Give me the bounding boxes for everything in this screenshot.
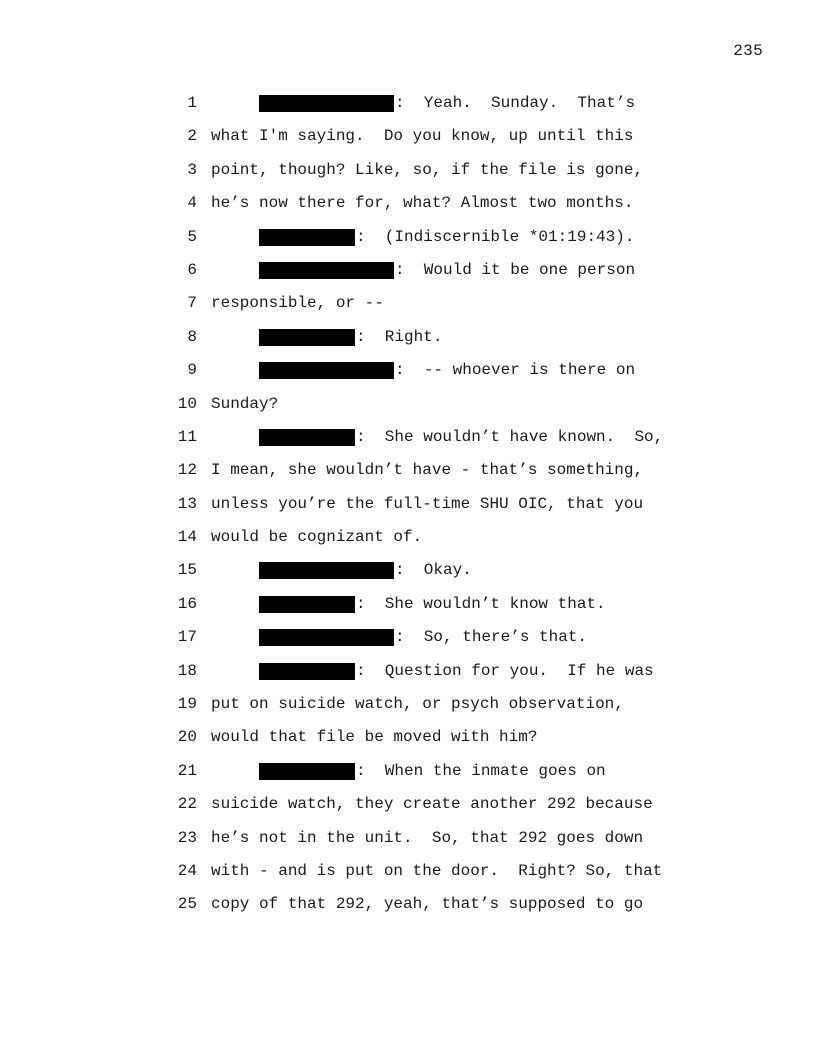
transcript-line bbox=[0, 855, 816, 888]
transcript-line bbox=[0, 354, 816, 387]
redacted-speaker-name bbox=[259, 95, 394, 112]
line-text: : She wouldn’t know that. bbox=[356, 594, 606, 613]
line-text: : Okay. bbox=[395, 561, 472, 580]
line-text: copy of that 292, yeah, that’s supposed to go bbox=[211, 895, 644, 914]
line-number: 24 bbox=[177, 861, 197, 880]
redacted-speaker-name bbox=[259, 562, 394, 579]
redacted-speaker-name bbox=[259, 663, 355, 680]
line-number: 9 bbox=[187, 361, 197, 380]
transcript-line bbox=[0, 454, 816, 487]
transcript-line bbox=[0, 521, 816, 554]
line-text: what I'm saying. Do you know, up until this bbox=[211, 127, 634, 146]
transcript-line bbox=[0, 721, 816, 754]
line-number: 10 bbox=[177, 394, 197, 413]
line-number: 19 bbox=[177, 695, 197, 714]
line-text: : -- whoever is there on bbox=[395, 361, 636, 380]
line-number: 13 bbox=[177, 494, 197, 513]
line-text: : She wouldn’t have known. So, bbox=[356, 427, 664, 446]
line-number: 20 bbox=[177, 728, 197, 747]
transcript-line bbox=[0, 554, 816, 587]
line-number: 7 bbox=[187, 294, 197, 313]
transcript-line bbox=[0, 888, 816, 921]
line-number: 25 bbox=[177, 895, 197, 914]
transcript-line bbox=[0, 87, 816, 120]
transcript-line bbox=[0, 388, 816, 421]
line-text: : Question for you. If he was bbox=[356, 661, 654, 680]
line-text: with - and is put on the door. Right? So, that bbox=[211, 861, 663, 880]
line-number: 18 bbox=[177, 661, 197, 680]
transcript-line bbox=[0, 588, 816, 621]
line-text: would that file be moved with him? bbox=[211, 728, 538, 747]
redacted-speaker-name bbox=[259, 329, 355, 346]
line-number: 2 bbox=[187, 127, 197, 146]
transcript-line bbox=[0, 655, 816, 688]
line-text: unless you’re the full-time SHU OIC, that you bbox=[211, 494, 644, 513]
transcript-line bbox=[0, 788, 816, 821]
redacted-speaker-name bbox=[259, 763, 355, 780]
line-text: he’s now there for, what? Almost two months. bbox=[211, 194, 634, 213]
line-text: put on suicide watch, or psych observation, bbox=[211, 695, 624, 714]
redacted-speaker-name bbox=[259, 429, 355, 446]
redacted-speaker-name bbox=[259, 596, 355, 613]
redacted-speaker-name bbox=[259, 362, 394, 379]
transcript-line bbox=[0, 755, 816, 788]
line-text: : Right. bbox=[356, 327, 443, 346]
line-number: 11 bbox=[177, 427, 197, 446]
line-text: responsible, or -- bbox=[211, 294, 384, 313]
line-text: : So, there’s that. bbox=[395, 628, 588, 647]
line-number: 5 bbox=[187, 227, 197, 246]
transcript-line bbox=[0, 254, 816, 287]
transcript-line bbox=[0, 120, 816, 153]
line-text: : When the inmate goes on bbox=[356, 761, 606, 780]
line-number: 23 bbox=[177, 828, 197, 847]
line-number: 3 bbox=[187, 160, 197, 179]
transcript-line bbox=[0, 822, 816, 855]
transcript-line bbox=[0, 187, 816, 220]
line-number: 15 bbox=[177, 561, 197, 580]
transcript-line bbox=[0, 287, 816, 320]
line-number: 14 bbox=[177, 528, 197, 547]
transcript-line bbox=[0, 154, 816, 187]
redacted-speaker-name bbox=[259, 229, 355, 246]
line-text: : Yeah. Sunday. That’s bbox=[395, 94, 636, 112]
line-number: 17 bbox=[177, 628, 197, 647]
transcript-line bbox=[0, 421, 816, 454]
line-text: Sunday? bbox=[211, 394, 279, 413]
line-text: suicide watch, they create another 292 because bbox=[211, 795, 653, 814]
line-text: he’s not in the unit. So, that 292 goes down bbox=[211, 828, 644, 847]
transcript-line bbox=[0, 221, 816, 254]
line-text: would be cognizant of. bbox=[211, 528, 423, 547]
line-text: : (Indiscernible *01:19:43). bbox=[356, 227, 635, 246]
line-number: 12 bbox=[177, 461, 197, 480]
line-text: : Would it be one person bbox=[395, 260, 636, 279]
redacted-speaker-name bbox=[259, 629, 394, 646]
transcript-line bbox=[0, 621, 816, 654]
transcript-line bbox=[0, 488, 816, 521]
line-number: 8 bbox=[187, 327, 197, 346]
transcript-body bbox=[0, 87, 816, 922]
line-number: 16 bbox=[177, 594, 197, 613]
line-number: 6 bbox=[187, 260, 197, 279]
line-text: I mean, she wouldn’t have - that’s something, bbox=[211, 461, 644, 480]
line-number: 4 bbox=[187, 194, 197, 213]
page-number: 235 bbox=[733, 42, 763, 60]
line-text: point, though? Like, so, if the file is gone, bbox=[211, 160, 644, 179]
line-number: 21 bbox=[177, 761, 197, 780]
redacted-speaker-name bbox=[259, 262, 394, 279]
transcript-line bbox=[0, 688, 816, 721]
line-number: 22 bbox=[177, 795, 197, 814]
line-number: 1 bbox=[187, 94, 197, 112]
transcript-line bbox=[0, 321, 816, 354]
